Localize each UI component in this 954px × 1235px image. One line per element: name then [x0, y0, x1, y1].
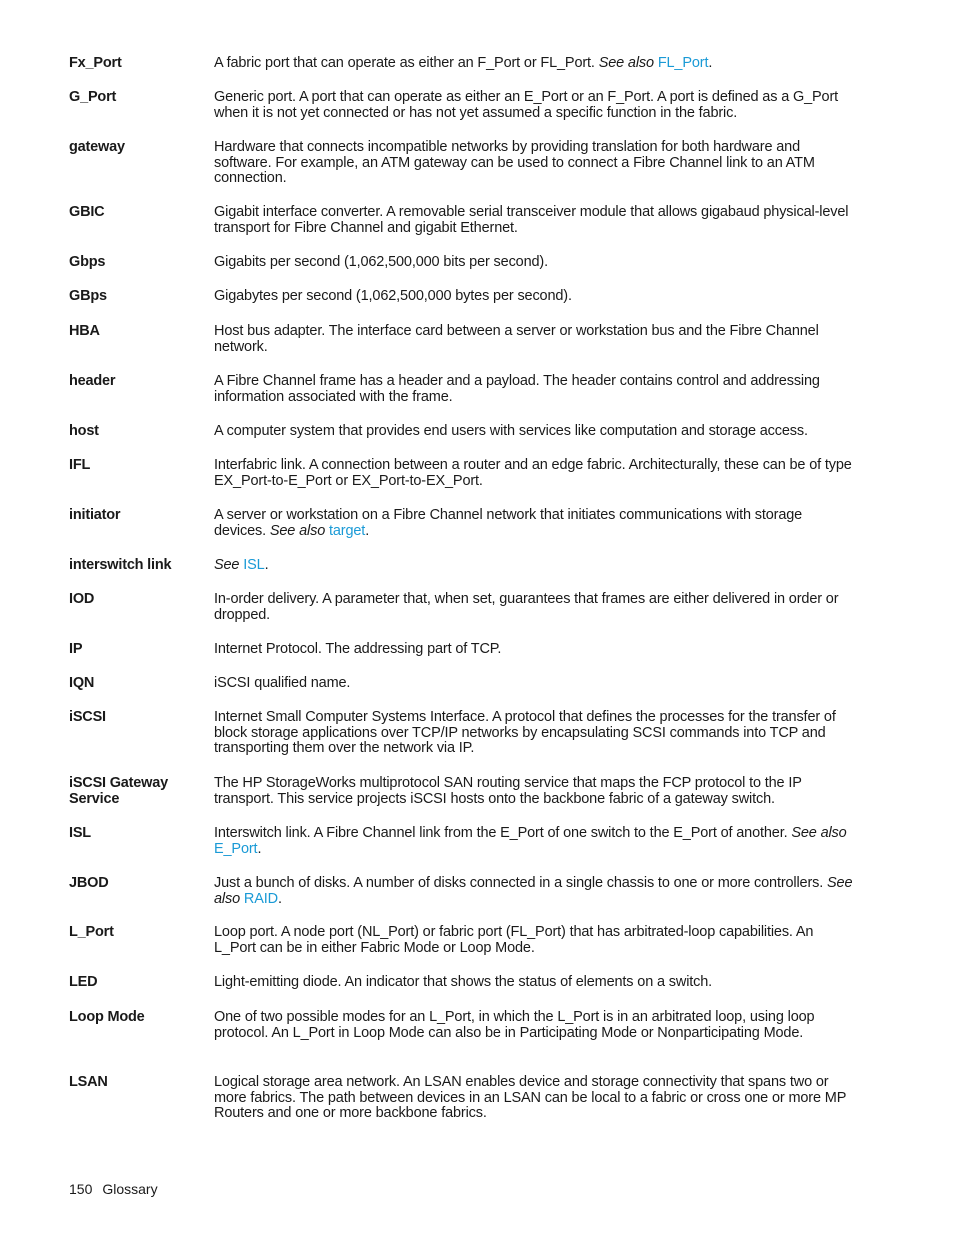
glossary-definition [214, 205, 854, 236]
see-also-label: See also [269, 522, 326, 539]
definition-text: Interswitch link. A Fibre Channel link from the E_Port of one switch to the E_Port of another. [214, 825, 792, 841]
page-number: 150 [69, 1181, 93, 1197]
glossary-entry [69, 424, 854, 440]
glossary-term: IOD [69, 591, 95, 607]
glossary-entry [69, 676, 854, 692]
definition-text: Loop port. A node port (NL_Port) or fabric port (FL_Port) that has arbitrated-loop capabilities. An L_Port can be in either Fabric Mode or Loop Mode. [214, 924, 814, 956]
glossary-term: Fx_Port [69, 55, 122, 71]
definition-text: A computer system that provides end users with services like computation and storage access. [214, 423, 808, 439]
see-also-label: See also [214, 875, 853, 907]
glossary-term: JBOD [69, 875, 109, 891]
glossary-entry [69, 140, 854, 187]
cross-reference-link[interactable]: E_Port [214, 840, 258, 857]
definition-text: Hardware that connects incompatible networks by providing translation for both hardware and software. For example, an ATM gateway can be used to connect a Fibre Channel link to an ATM connection. [214, 139, 815, 186]
glossary-entry [69, 975, 854, 991]
glossary-term: HBA [69, 323, 100, 339]
definition-text: One of two possible modes for an L_Port, in which the L_Port is in an arbitrated loop, using loop protocol. An L_Port in Loop Mode can also be in Participating Mode or Nonparticipating Mode. [214, 1009, 815, 1041]
glossary-entry [69, 925, 854, 956]
glossary-entry [69, 710, 854, 757]
see-also-label: See [214, 557, 240, 573]
glossary-entry [69, 374, 854, 405]
glossary-term: host [69, 423, 99, 439]
glossary-entry [69, 1010, 854, 1041]
page-footer [69, 1181, 168, 1197]
glossary-term: Loop Mode [69, 1009, 145, 1025]
glossary-definition [214, 1075, 854, 1122]
definition-text: . [277, 890, 282, 907]
definition-text: Gigabytes per second (1,062,500,000 bytes per second). [214, 288, 572, 304]
glossary-term: iSCSI [69, 709, 106, 725]
cross-reference-link[interactable]: RAID [243, 890, 278, 907]
definition-text: Generic port. A port that can operate as either an E_Port or an F_Port. A port is defined as a G_Port when it is not yet connected or has not yet assumed a specific function in the fabric. [214, 89, 839, 121]
definition-text: Gigabits per second (1,062,500,000 bits per second). [214, 254, 548, 270]
definition-text: Internet Protocol. The addressing part of TCP. [214, 641, 502, 657]
glossary-definition [214, 826, 854, 857]
glossary-definition [214, 324, 854, 355]
definition-text: In-order delivery. A parameter that, when set, guarantees that frames are either delivered in order or dropped. [214, 591, 839, 623]
definition-text: A server or workstation on a Fibre Channel network that initiates communications with storage devices. [214, 507, 803, 539]
glossary-entry [69, 289, 854, 305]
glossary-entry [69, 56, 854, 72]
definition-text: Internet Small Computer Systems Interface. A protocol that defines the processes for the transfer of block storage applications over TCP/IP networks by encapsulating SCSI commands into TCP and transporting them over the network via IP. [214, 709, 836, 756]
cross-reference-link[interactable]: FL_Port [657, 55, 709, 71]
cross-reference-link[interactable]: ISL [243, 557, 265, 573]
glossary-term: initiator [69, 507, 121, 523]
glossary-entry [69, 508, 854, 539]
glossary-definition [214, 975, 854, 991]
glossary-entry [69, 90, 854, 121]
glossary-definition [214, 925, 854, 956]
glossary-term: iSCSI Gateway Service [69, 775, 168, 807]
glossary-entry [69, 592, 854, 623]
glossary-term: LED [69, 974, 98, 990]
glossary-entry [69, 458, 854, 489]
glossary-definition [214, 289, 854, 305]
glossary-entry [69, 205, 854, 236]
glossary-term: gateway [69, 139, 125, 155]
glossary-entry [69, 558, 854, 574]
definition-text: . [365, 522, 370, 539]
glossary-definition [214, 255, 854, 271]
glossary-term: ISL [69, 825, 91, 841]
definition-text: Just a bunch of disks. A number of disks connected in a single chassis to one or more controllers. [214, 875, 828, 891]
glossary-term: header [69, 373, 116, 389]
glossary-definition [214, 592, 854, 623]
glossary-definition [214, 424, 854, 440]
glossary-entry [69, 324, 854, 355]
glossary-entry [69, 826, 854, 857]
glossary-definition [214, 676, 854, 692]
definition-text: A Fibre Channel frame has a header and a payload. The header contains control and addressing information associated with the frame. [214, 373, 820, 405]
glossary-term: L_Port [69, 924, 114, 940]
glossary-entry [69, 642, 854, 658]
glossary-entry [69, 1075, 854, 1122]
see-also-label: See also [791, 825, 847, 841]
definition-text: . [264, 557, 269, 573]
glossary-term: interswitch link [69, 557, 172, 573]
definition-text: iSCSI qualified name. [214, 675, 351, 691]
glossary-term: G_Port [69, 89, 117, 105]
definition-text: . [708, 55, 713, 71]
glossary-term: IFL [69, 457, 91, 473]
glossary-term: IP [69, 641, 83, 657]
glossary-definition [214, 642, 854, 658]
glossary-definition [214, 374, 854, 405]
glossary-definition [214, 1010, 854, 1041]
glossary-term: LSAN [69, 1074, 108, 1090]
glossary-definition [214, 56, 854, 72]
cross-reference-link[interactable]: target [329, 522, 366, 539]
glossary-definition [214, 876, 854, 907]
definition-text: Logical storage area network. An LSAN enables device and storage connectivity that spans two or more fabrics. The path between devices in an LSAN can be local to a fabric or cross one or more MP Routers and one or more backbone fabrics. [214, 1074, 846, 1121]
definition-text: Host bus adapter. The interface card between a server or workstation bus and the Fibre Channel network. [214, 323, 819, 355]
glossary-term: IQN [69, 675, 95, 691]
definition-text: Light-emitting diode. An indicator that shows the status of elements on a switch. [214, 974, 713, 990]
glossary-term: GBps [69, 288, 107, 304]
definition-text: Gigabit interface converter. A removable serial transceiver module that allows gigabaud physical-level transport for Fibre Channel and gigabit Ethernet. [214, 204, 849, 236]
glossary-definition [214, 710, 854, 757]
glossary-definition [214, 90, 854, 121]
definition-text: The HP StorageWorks multiprotocol SAN routing service that maps the FCP protocol to the IP transport. This service projects iSCSI hosts onto the backbone fabric of a gateway switch. [214, 775, 802, 807]
glossary-definition [214, 558, 854, 574]
footer-section: Glossary [102, 1181, 158, 1197]
definition-text: Interfabric link. A connection between a router and an edge fabric. Architecturally, these can be of type EX_Port-to-E_Port or EX_Port-to-EX_Port. [214, 457, 852, 489]
glossary-term: GBIC [69, 204, 105, 220]
glossary-term: Gbps [69, 254, 106, 270]
glossary-definition [214, 776, 854, 807]
glossary-definition [214, 508, 854, 539]
glossary-entry [69, 776, 854, 807]
glossary-entry [69, 876, 854, 907]
see-also-label: See also [598, 55, 654, 71]
glossary-definition [214, 140, 854, 187]
definition-text: . [257, 840, 262, 857]
glossary-entry [69, 255, 854, 271]
definition-text: A fabric port that can operate as either an F_Port or FL_Port. [214, 55, 599, 71]
glossary-definition [214, 458, 854, 489]
